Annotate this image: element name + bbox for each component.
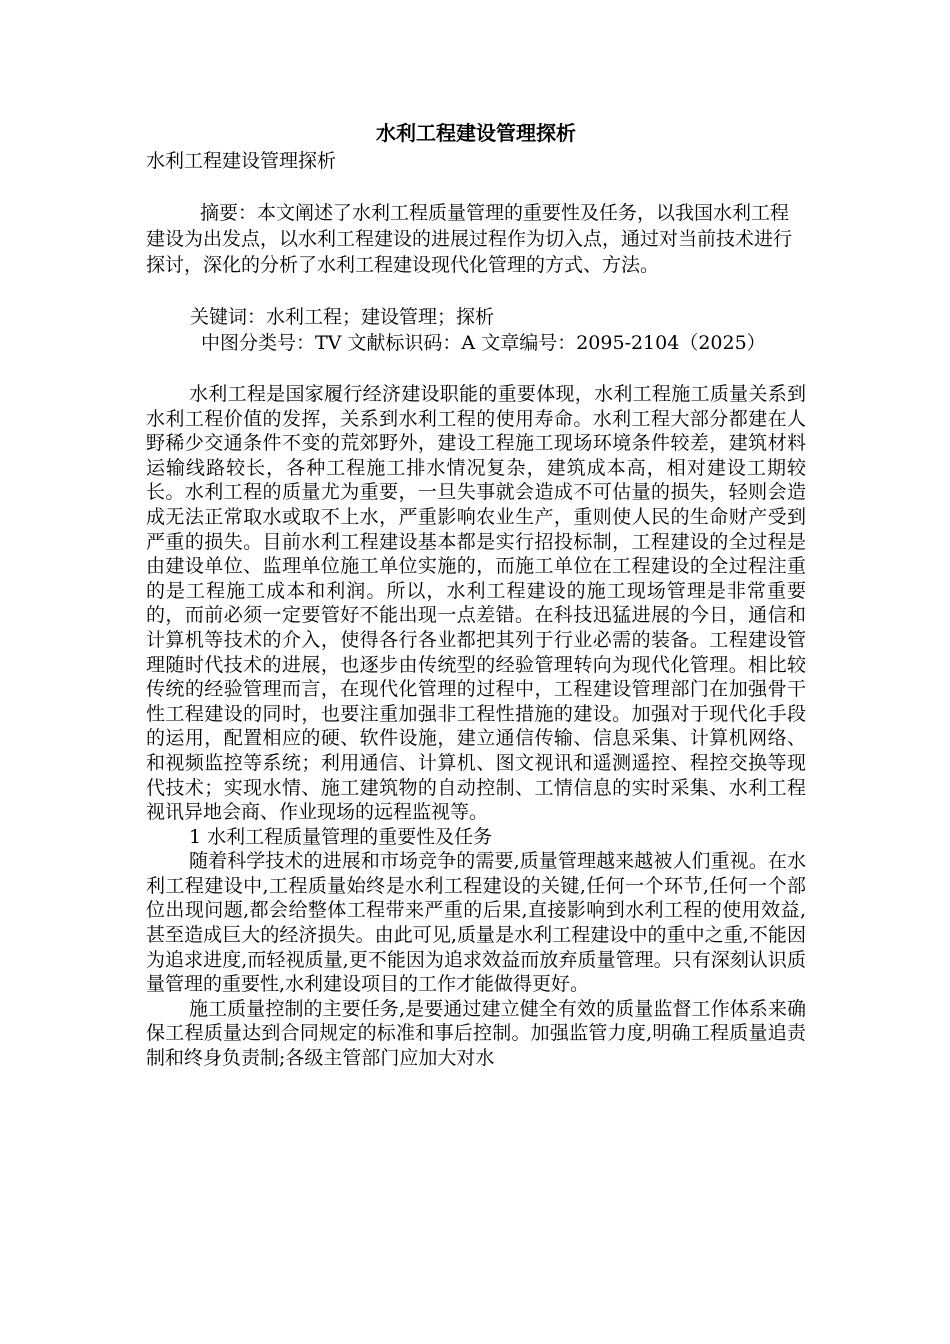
document-subtitle: 水利工程建设管理探析	[146, 150, 337, 172]
classification-line: 中图分类号：TV 文献标识码：A 文章编号：2095-2104（2025）	[201, 332, 766, 354]
section-heading: 1 水利工程质量管理的重要性及任务	[189, 825, 493, 848]
document-title: 水利工程建设管理探析	[376, 121, 576, 145]
spacer	[146, 174, 806, 200]
keywords-line: 关键词：水利工程；建设管理；探析	[190, 306, 495, 328]
section-paragraph: 施工质量控制的主要任务,是要通过建立健全有效的质量监督工作体系来确保工程质量达到合同规定的标准和事后控制。加强监管力度,明确工程质量追责制和终身负责制;各级主管部门应加大对水	[146, 997, 806, 1070]
spacer	[146, 278, 806, 304]
document-page	[146, 118, 806, 1071]
abstract-paragraph: 摘要：本文阐述了水利工程质量管理的重要性及任务，以我国水利工程建设为出发点，以水利工程建设的进展过程作为切入点，通过对当前技术进行探讨，深化的分析了水利工程建设现代化管理的方式、方法。	[146, 202, 793, 276]
intro-paragraph: 水利工程是国家履行经济建设职能的重要体现，水利工程施工质量关系到水利工程价值的发挥，关系到水利工程的使用寿命。水利工程大部分都建在人野稀少交通条件不变的荒郊野外，建设工程施工现场环境条件较差，建筑材料运输线路较长，各种工程施工排水情况复杂，建筑成本高，相对建设工期较长。水利工程的质量尤为重要，一旦失事就会造成不可估量的损失，轻则会造成无法正常取水或取不上水，严重影响农业生产，重则使人民的生命财产受到严重的损失。目前水利工程建设基本都是实行招投标制，工程建设的全过程是由建设单位、监理单位施工单位实施的，而施工单位在工程建设的全过程注重的是工程施工成本和利润。所以，水利工程建设的施工现场管理是非常重要的，而前必须一定要管好不能出现一点差错。在科技迅猛进展的今日，通信和计算机等技术的介入，使得各行各业都把其列于行业必需的装备。工程建设管理随时代技术的进展，也逐步由传统型的经验管理转向为现代化管理。相比较传统的经验管理而言，在现代化管理的过程中，工程建设管理部门在加强骨干性工程建设的同时，也要注重加强非工程性措施的建设。加强对于现代化手段的运用，配置相应的硬、软件设施，建立通信传输、信息采集、计算机网络、和视频监控等系统；利用通信、计算机、图文视讯和遥测遥控、程控交换等现代技术；实现水情、施工建筑物的自动控制、工情信息的实时采集、水利工程视讯异地会商、作业现场的远程监视等。	[146, 383, 806, 824]
section-paragraph: 随着科学技术的进展和市场竞争的需要,质量管理越来越被人们重视。在水利工程建设中,工程质量始终是水利工程建设的关键,任何一个环节,任何一个部位出现问题,都会给整体工程带来严重的后果,直接影响到水利工程的使用效益,甚至造成巨大的经济损失。由此可见,质量是水利工程建设中的重中之重,不能因为追求进度,而轻视质量,更不能因为追求效益而放弃质量管理。只有深刻认识质量管理的重要性,水利建设项目的工作才能做得更好。	[146, 850, 806, 996]
spacer	[146, 356, 806, 382]
